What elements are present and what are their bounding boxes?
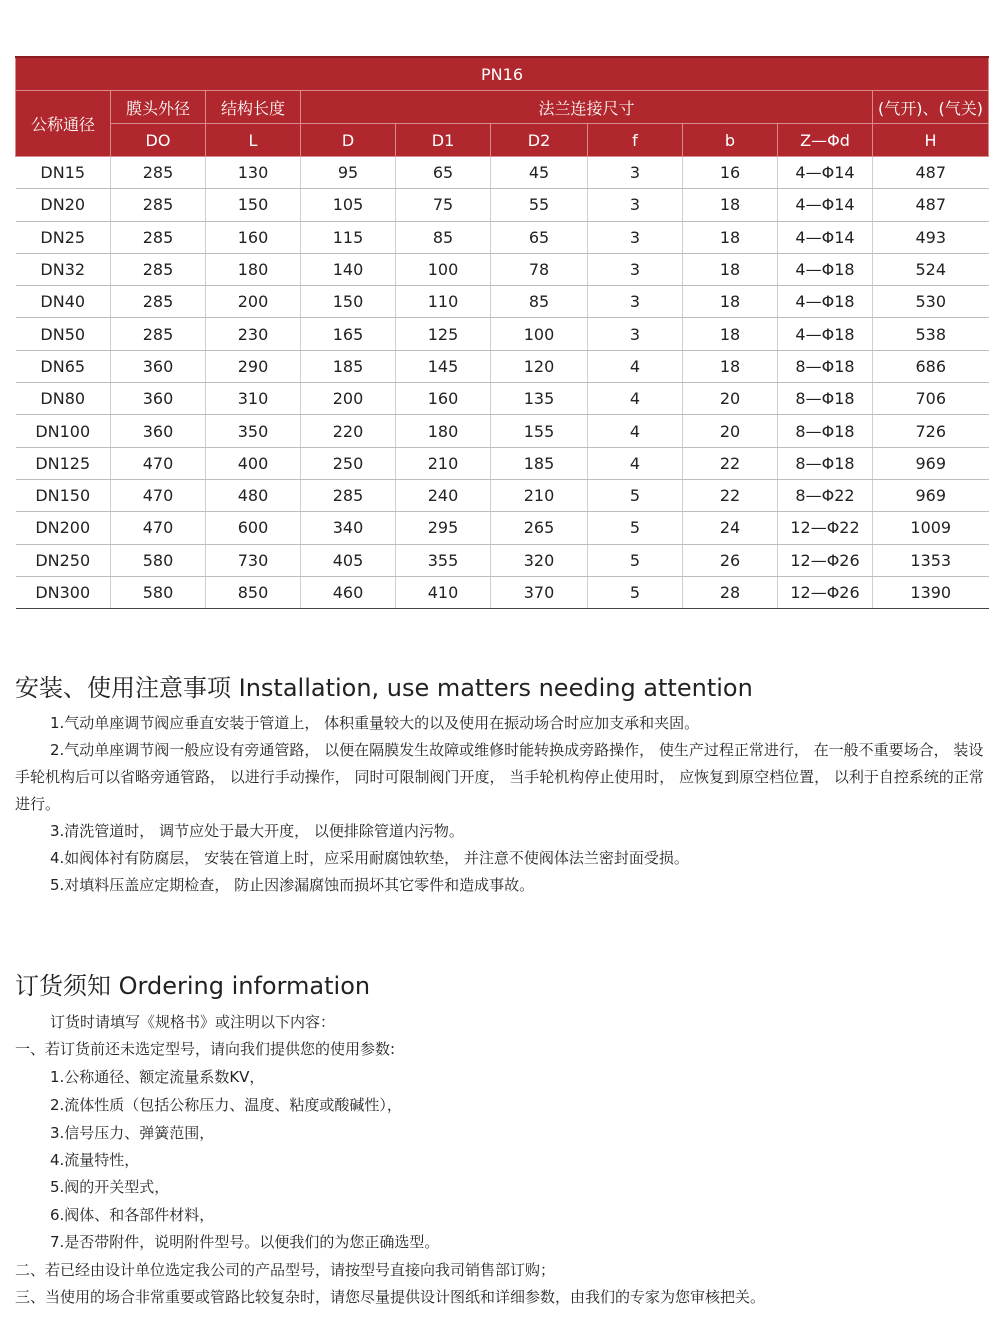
ordering-section-3: 三、当使用的场合非常重要或管路比较复杂时，请您尽量提供设计图纸和详细参数，由我们的专家为您审核把关。 [15,1288,766,1306]
table-cell: 200 [301,383,396,415]
spec-table-body [16,157,989,609]
table-cell: 360 [111,350,206,382]
table-cell: 130 [206,157,301,189]
table-cell: 18 [683,189,778,221]
table-cell: DN200 [16,512,111,544]
table-cell: 8—Φ18 [778,447,873,479]
table-cell: 22 [683,479,778,511]
table-cell: 22 [683,447,778,479]
table-cell: 487 [873,157,989,189]
table-cell: 240 [396,479,491,511]
table-row [16,544,989,576]
table-cell: 410 [396,576,491,608]
table-row [16,512,989,544]
table-cell: 265 [491,512,588,544]
table-cell: 470 [111,479,206,511]
table-cell: 250 [301,447,396,479]
sub-header-d1: D1 [396,124,491,157]
table-cell: 8—Φ18 [778,383,873,415]
table-cell: 120 [491,350,588,382]
table-cell: 100 [491,318,588,350]
sub-header-d2: D2 [491,124,588,157]
table-row [16,576,989,608]
table-cell: 18 [683,350,778,382]
table-cell: 18 [683,253,778,285]
table-cell: 12—Φ22 [778,512,873,544]
table-cell: 12—Φ26 [778,544,873,576]
table-cell: 5 [588,512,683,544]
table-cell: 285 [301,479,396,511]
table-row [16,189,989,221]
table-cell: 290 [206,350,301,382]
table-cell: 8—Φ18 [778,350,873,382]
table-cell: DN25 [16,221,111,253]
sub-header-do: DO [111,124,206,157]
table-cell: 95 [301,157,396,189]
table-cell: 600 [206,512,301,544]
table-cell: 185 [491,447,588,479]
table-cell: 4—Φ18 [778,318,873,350]
open-close-header: (气开)、(气关) [873,91,989,124]
table-cell: 3 [588,253,683,285]
sub-header-f: f [588,124,683,157]
installation-item-5: 5.对填料压盖应定期检查， 防止因渗漏腐蚀而损坏其它零件和造成事故。 [50,876,535,894]
table-cell: 285 [111,189,206,221]
flange-dimensions-header: 法兰连接尺寸 [301,91,873,124]
sub-header-z-phi-d: Z—Φd [778,124,873,157]
ordering-param-2: 2.流体性质（包括公称压力、温度、粘度或酸碱性）， [50,1096,402,1114]
table-cell: 4 [588,447,683,479]
table-cell: 487 [873,189,989,221]
ordering-param-3: 3.信号压力、弹簧范围， [50,1124,215,1142]
table-cell: DN20 [16,189,111,221]
table-cell: 180 [396,415,491,447]
table-cell: 470 [111,447,206,479]
installation-item-2: 2.气动单座调节阀一般应设有旁通管路， 以便在隔膜发生故障或维修时能转换成旁路操作， 使生产过程正常进行， 在一般不重要场合， 装设手轮机构后可以省略旁通管路， 以进行手动操作， 同时可限制阀门开度， 当手轮机构停止使用时， 应恢复到原空档位置， 以利于自控系统的正常进行。 [15,741,984,813]
table-cell: 55 [491,189,588,221]
ordering-section-1: 一、若订货前还未选定型号，请向我们提供您的使用参数: [15,1040,396,1058]
installation-item-1: 1.气动单座调节阀应垂直安装于管道上， 体积重量较大的以及使用在振动场合时应加支承和夹固。 [50,714,700,732]
table-cell: 320 [491,544,588,576]
table-cell: DN80 [16,383,111,415]
table-cell: 100 [396,253,491,285]
spec-table [15,56,989,609]
sub-header-l: L [206,124,301,157]
table-cell: 470 [111,512,206,544]
table-cell: 3 [588,286,683,318]
table-cell: 706 [873,383,989,415]
ordering-heading: 订货须知 Ordering information [15,972,371,1000]
table-cell: 185 [301,350,396,382]
table-cell: 1353 [873,544,989,576]
table-cell: 125 [396,318,491,350]
table-cell: 110 [396,286,491,318]
table-cell: DN150 [16,479,111,511]
installation-heading: 安装、使用注意事项 Installation, use matters needing attention [15,674,753,702]
table-cell: DN32 [16,253,111,285]
table-cell: 20 [683,383,778,415]
table-cell: 4—Φ14 [778,157,873,189]
table-cell: 26 [683,544,778,576]
table-cell: 3 [588,189,683,221]
ordering-param-4: 4.流量特性， [50,1151,140,1169]
table-cell: 160 [396,383,491,415]
table-cell: DN250 [16,544,111,576]
table-cell: 1009 [873,512,989,544]
table-cell: 210 [396,447,491,479]
table-cell: 969 [873,479,989,511]
table-row [16,286,989,318]
table-cell: 530 [873,286,989,318]
table-cell: 3 [588,318,683,350]
table-cell: 360 [111,415,206,447]
table-row [16,221,989,253]
table-row [16,479,989,511]
table-cell: 140 [301,253,396,285]
table-cell: 340 [301,512,396,544]
table-cell: 78 [491,253,588,285]
table-cell: 285 [111,221,206,253]
table-cell: 65 [396,157,491,189]
table-cell: 400 [206,447,301,479]
pressure-class-header: PN16 [16,57,989,91]
sub-header-h: H [873,124,989,157]
table-cell: 20 [683,415,778,447]
diaphragm-diameter-header: 膜头外径 [111,91,206,124]
table-cell: 150 [206,189,301,221]
table-cell: 45 [491,157,588,189]
table-cell: 135 [491,383,588,415]
spec-table-header [16,57,989,157]
table-cell: 4 [588,415,683,447]
table-cell: 220 [301,415,396,447]
table-cell: 18 [683,318,778,350]
table-cell: 210 [491,479,588,511]
table-cell: 4—Φ18 [778,253,873,285]
table-cell: 115 [301,221,396,253]
table-cell: 28 [683,576,778,608]
table-row [16,350,989,382]
table-cell: 85 [491,286,588,318]
table-cell: 350 [206,415,301,447]
table-cell: 285 [111,286,206,318]
table-cell: 4—Φ14 [778,189,873,221]
table-cell: 18 [683,286,778,318]
table-row [16,447,989,479]
table-cell: 4 [588,350,683,382]
table-cell: 155 [491,415,588,447]
table-cell: 524 [873,253,989,285]
table-cell: 165 [301,318,396,350]
table-cell: 105 [301,189,396,221]
table-cell: 360 [111,383,206,415]
table-cell: 969 [873,447,989,479]
table-cell: 850 [206,576,301,608]
table-cell: 160 [206,221,301,253]
table-row [16,157,989,189]
table-cell: 730 [206,544,301,576]
table-cell: DN300 [16,576,111,608]
table-cell: 8—Φ18 [778,415,873,447]
table-cell: 145 [396,350,491,382]
table-cell: DN65 [16,350,111,382]
table-cell: DN100 [16,415,111,447]
table-cell: 285 [111,157,206,189]
table-cell: 285 [111,318,206,350]
structure-length-header: 结构长度 [206,91,301,124]
table-cell: 16 [683,157,778,189]
table-cell: 85 [396,221,491,253]
table-cell: 4 [588,383,683,415]
ordering-param-5: 5.阀的开关型式， [50,1178,170,1196]
table-cell: 1390 [873,576,989,608]
table-cell: 726 [873,415,989,447]
table-cell: 5 [588,576,683,608]
table-cell: 75 [396,189,491,221]
table-cell: 405 [301,544,396,576]
table-row [16,415,989,447]
table-cell: 580 [111,576,206,608]
table-cell: 230 [206,318,301,350]
table-cell: 480 [206,479,301,511]
ordering-param-1: 1.公称通径、额定流量系数KV， [50,1068,265,1086]
table-cell: 460 [301,576,396,608]
table-cell: 200 [206,286,301,318]
table-cell: 4—Φ18 [778,286,873,318]
table-row [16,318,989,350]
table-cell: DN40 [16,286,111,318]
table-cell: 5 [588,479,683,511]
table-cell: 18 [683,221,778,253]
table-cell: 355 [396,544,491,576]
table-cell: DN125 [16,447,111,479]
table-cell: 686 [873,350,989,382]
table-cell: 180 [206,253,301,285]
table-cell: 538 [873,318,989,350]
table-cell: 580 [111,544,206,576]
table-cell: 310 [206,383,301,415]
table-cell: 8—Φ22 [778,479,873,511]
sub-header-b: b [683,124,778,157]
ordering-intro: 订货时请填写《规格书》或注明以下内容： [50,1013,336,1031]
table-cell: 24 [683,512,778,544]
table-cell: 3 [588,221,683,253]
table-cell: 65 [491,221,588,253]
ordering-param-6: 6.阀体、和各部件材料， [50,1206,215,1224]
table-cell: 3 [588,157,683,189]
table-row [16,253,989,285]
table-cell: 5 [588,544,683,576]
installation-item-3: 3.清洗管道时， 调节应处于最大开度， 以便排除管道内污物。 [50,822,464,840]
table-row [16,383,989,415]
table-cell: 295 [396,512,491,544]
table-cell: 4—Φ14 [778,221,873,253]
table-cell: 12—Φ26 [778,576,873,608]
table-cell: DN50 [16,318,111,350]
nominal-diameter-header: 公称通径 [16,91,111,157]
table-cell: 493 [873,221,989,253]
sub-header-d: D [301,124,396,157]
table-cell: DN15 [16,157,111,189]
table-cell: 285 [111,253,206,285]
ordering-section-2: 二、若已经由设计单位选定我公司的产品型号，请按型号直接向我司销售部订购； [15,1261,556,1279]
ordering-param-7: 7.是否带附件，说明附件型号。以便我们的为您正确选型。 [50,1233,440,1251]
table-cell: 370 [491,576,588,608]
table-cell: 150 [301,286,396,318]
installation-item-4: 4.如阀体衬有防腐层， 安装在管道上时，应采用耐腐蚀软垫， 并注意不使阀体法兰密封面受损。 [50,849,689,867]
